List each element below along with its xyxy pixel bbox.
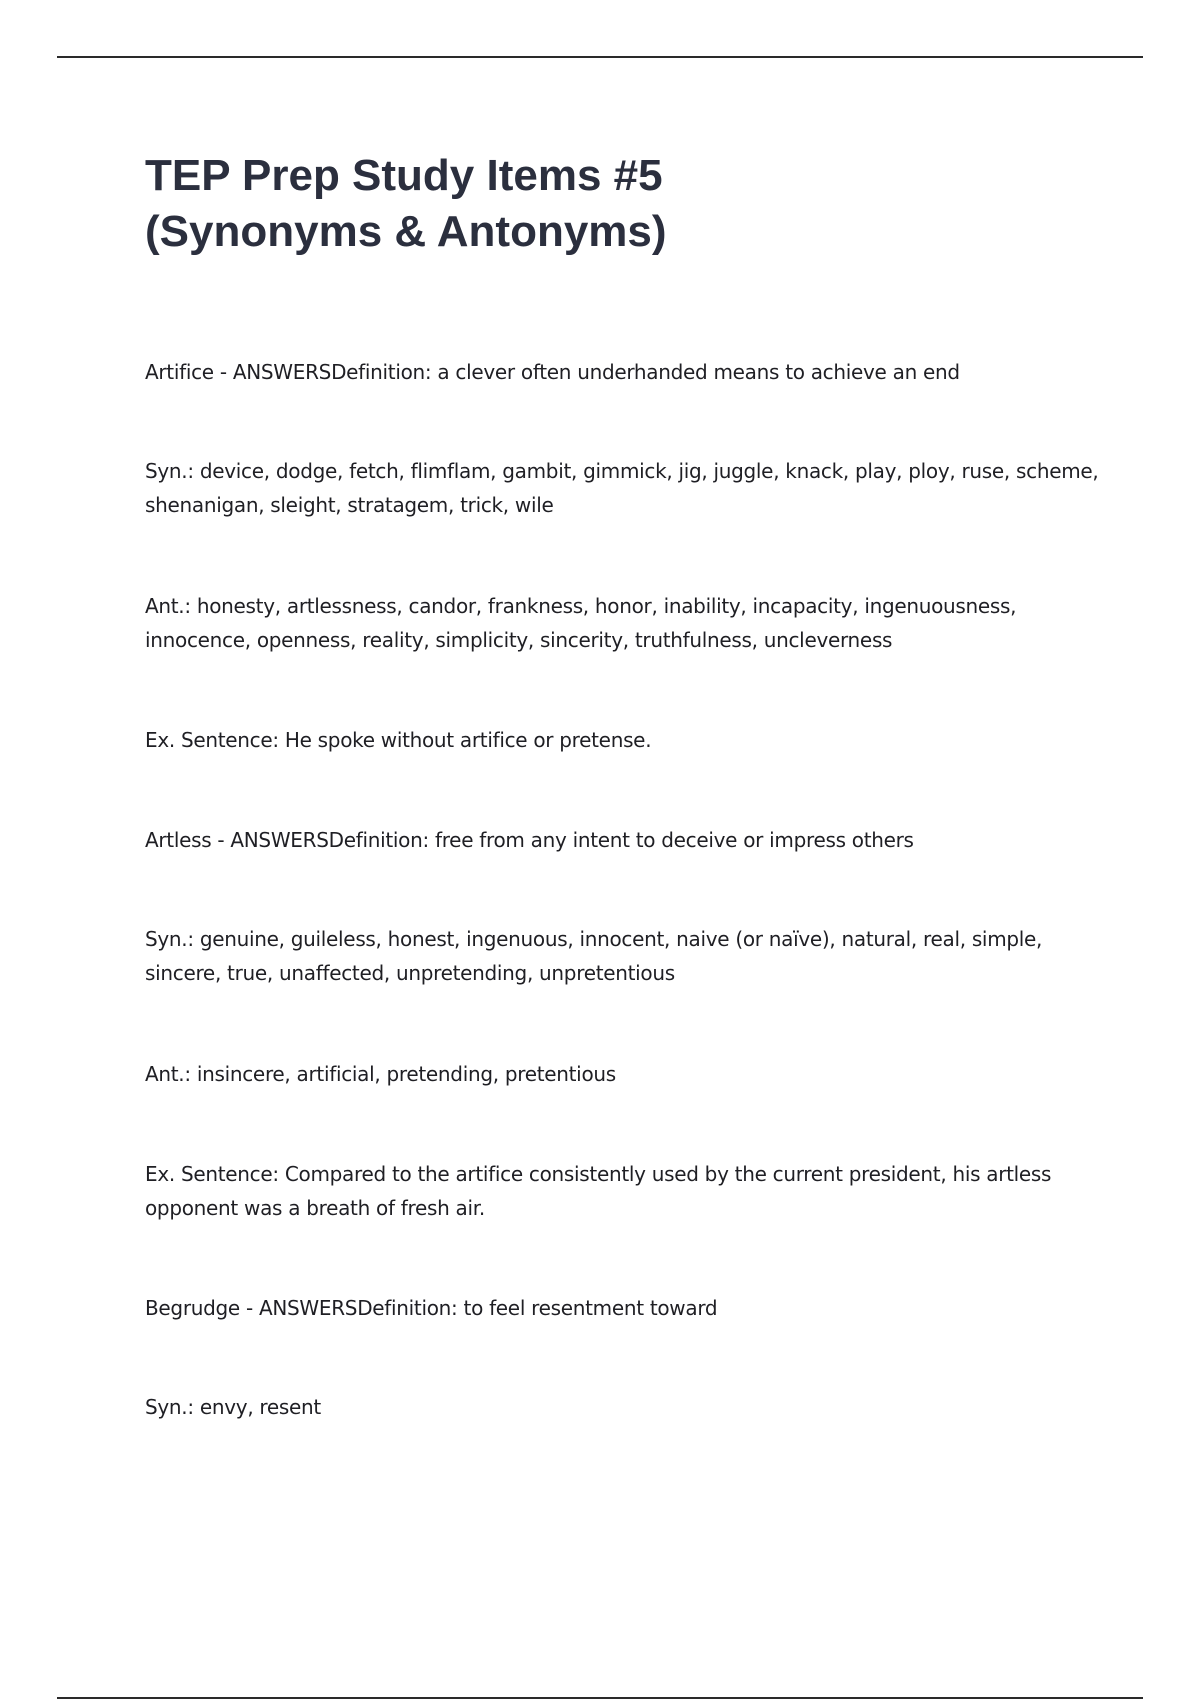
entry-artless-antonyms: Ant.: insincere, artificial, pretending, pretentious — [145, 1062, 616, 1086]
entry-artifice-antonyms: Ant.: honesty, artlessness, candor, frankness, honor, inability, incapacity, ingenuousness, innocence, openness, reality, simplicity, sincerity, truthfulness, uncleverness — [145, 594, 1017, 652]
entry-artifice-synonyms: Syn.: device, dodge, fetch, flimflam, gambit, gimmick, jig, juggle, knack, play, ploy, ruse, scheme, shenanigan, sleight, stratagem, trick, wile — [145, 459, 1099, 517]
entry-artless-example: Ex. Sentence: Compared to the artifice consistently used by the current president, his artless opponent was a breath of fresh air. — [145, 1162, 1052, 1220]
title-line-2: (Synonyms & Antonyms) — [145, 207, 667, 256]
entry-artifice-definition: Artifice - ANSWERSDefinition: a clever often underhanded means to achieve an end — [145, 360, 960, 384]
entry-artless-synonyms: Syn.: genuine, guileless, honest, ingenuous, innocent, naive (or naïve), natural, real, simple, sincere, true, unaffected, unpretending, unpretentious — [145, 927, 1043, 985]
entry-begrudge-synonyms: Syn.: envy, resent — [145, 1395, 321, 1419]
title-line-1: TEP Prep Study Items #5 — [145, 151, 663, 200]
entry-artless-definition: Artless - ANSWERSDefinition: free from any intent to deceive or impress others — [145, 828, 914, 852]
page-title — [145, 148, 1045, 260]
entry-artifice-example: Ex. Sentence: He spoke without artifice or pretense. — [145, 728, 652, 752]
entry-begrudge-definition: Begrudge - ANSWERSDefinition: to feel resentment toward — [145, 1296, 718, 1320]
top-divider — [57, 56, 1143, 58]
bottom-divider — [57, 1697, 1143, 1699]
